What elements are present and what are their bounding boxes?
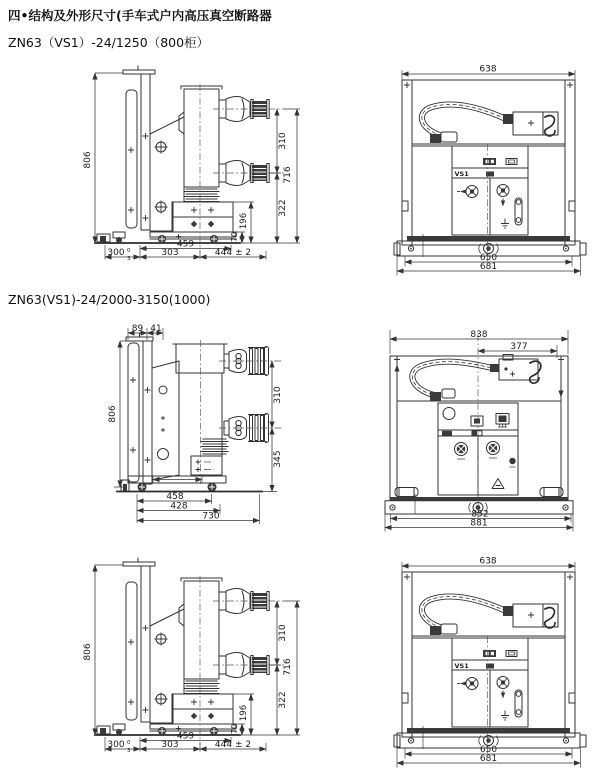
secondary-plug [499,355,541,384]
support-bracket [150,609,184,723]
support-bracket [150,117,184,231]
dim-459: 459 [176,239,195,250]
close-knob [455,443,468,460]
dim-458: 458 [166,492,184,502]
dim-638: 638 [479,556,497,567]
dim-838: 838 [470,330,488,340]
dim-196: 196 [239,212,249,230]
dimensions [83,73,300,262]
dim-300: 300 [107,248,125,258]
secondary-cable [412,362,499,401]
dim-89: 89 [131,324,144,334]
dim-70: 70 [230,231,239,243]
row3-side-view-drawing [0,552,300,780]
row3-front-view-drawing [300,552,609,780]
dim-377: 377 [510,342,528,352]
dim-303: 303 [161,248,179,258]
dim-322: 322 [278,199,288,217]
dim-303: 303 [161,740,179,750]
dim-345: 345 [273,450,283,468]
bushing-centerlines [213,601,284,665]
earth-symbol [501,711,509,721]
dim-300-tol-lower: 3 [127,256,131,262]
mechanism-box [172,694,233,724]
dim-70: 70 [230,723,239,735]
dim-650: 650 [479,253,498,263]
panel-label: VS1 [454,662,469,670]
dim-300-tol-lower: 3 [127,748,131,754]
plug-handle [545,608,555,628]
dim-681: 681 [479,754,498,764]
dim-428: 428 [170,501,188,512]
front-panel [452,146,528,235]
handcart-frame [126,333,153,484]
dim-444: 444 ± 2 [214,740,252,750]
dim-681: 681 [479,262,498,272]
dim-459: 459 [176,731,195,742]
open-knob [497,677,509,699]
row2-side-view-drawing [0,318,300,538]
row2-front-view-drawing [300,318,609,538]
dim-300-tol-upper: 0 [127,740,131,746]
dim-444: 444 ± 2 [214,248,252,258]
bellows [184,189,219,202]
dim-881: 881 [470,518,488,529]
dim-716: 716 [283,166,293,184]
dim-716: 716 [283,658,293,676]
mechanism-box [172,202,233,232]
right-foot [540,488,563,497]
secondary-plug [513,604,558,628]
dim-300-tol-upper: 0 [127,248,131,254]
row2-drawings [0,318,609,540]
left-foot [395,488,418,497]
plug-handle [545,116,555,136]
bushing-centerlines [213,109,284,173]
front-panel [452,638,528,727]
dim-196: 196 [239,704,249,722]
open-knob [497,185,509,207]
support-bracket [152,361,179,480]
row1-front-view-drawing [300,60,609,288]
earth-symbol [501,219,509,229]
dim-310: 310 [278,624,288,642]
close-knob [457,678,478,690]
secondary-plug [513,112,558,136]
breaker-body [179,86,222,202]
dim-730: 730 [202,511,220,522]
open-knob [487,442,500,459]
panel-label: VS1 [454,170,469,178]
side-button [509,458,515,464]
trolley-base [95,232,240,243]
trolley-base [95,724,240,735]
row3-drawings [0,552,609,780]
model-heading-2000-3150: ZN63(VS1)-24/2000-3150(1000) [8,292,211,307]
row1-side-view-drawing [0,60,300,288]
breaker-body [179,578,222,694]
secondary-cable [422,596,513,635]
row3-drawings [0,552,609,780]
dim-322: 322 [278,691,288,709]
row1-drawings [0,60,609,288]
dim-300: 300 [107,740,125,750]
dim-806: 806 [108,405,118,423]
bellows [184,681,219,694]
dim-41: 41 [150,324,162,334]
dim-806: 806 [83,151,93,169]
bellows [201,439,228,454]
dimensions [108,324,283,524]
model-heading-1250: ZN63（VS1）-24/1250（800柜） [8,35,210,50]
dim-806: 806 [83,643,93,661]
dim-852: 852 [471,509,489,520]
dim-638: 638 [479,64,497,75]
dim-310: 310 [278,132,288,150]
warning-triangle [492,479,504,489]
close-knob [457,186,478,198]
dim-650: 650 [479,745,498,755]
dim-310: 310 [273,386,283,404]
secondary-cable [422,104,513,143]
dimensions [83,565,300,754]
cabinet-frame [390,356,568,500]
page-title: 四•结构及外形尺寸(手车式户内高压真空断路器 [8,8,272,23]
